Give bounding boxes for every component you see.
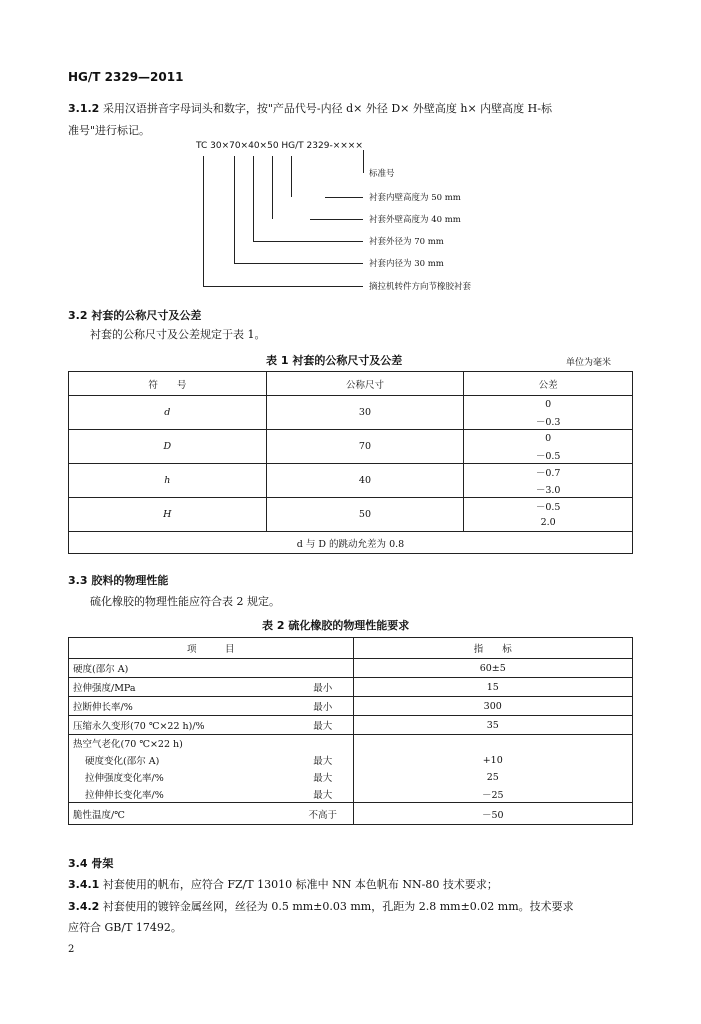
clause-number: 3.4.1 bbox=[68, 878, 100, 891]
cell-symbol: d bbox=[69, 396, 267, 430]
table1-unit: 单位为毫米 bbox=[566, 358, 612, 368]
section-3-2-text: 衬套的公称尺寸及公差规定于表 1。 bbox=[90, 328, 266, 341]
cell-qualifier: 最大 bbox=[293, 752, 353, 769]
clause-3-1-2 bbox=[68, 100, 552, 116]
cell-tol-lower: 2.0 bbox=[464, 515, 633, 532]
page-number: 2 bbox=[68, 944, 75, 955]
cell-value bbox=[353, 735, 633, 752]
cell-qualifier: 不高于 bbox=[293, 803, 353, 825]
th-value: 指 标 bbox=[353, 638, 633, 659]
cell-size: 30 bbox=[266, 396, 464, 430]
cell-item: 热空气老化(70 ℃×22 h) bbox=[69, 735, 294, 752]
cell-item: 拉伸强度/MPa bbox=[69, 678, 294, 697]
table-row bbox=[69, 464, 633, 481]
clause-text: 衬套使用的帆布，应符合 FZ/T 13010 标准中 NN 本色帆布 NN-80 技术要求； bbox=[102, 878, 498, 891]
cell-qualifier: 最小 bbox=[293, 697, 353, 716]
marking-code: TC 30×70×40×50 HG/T 2329-×××× bbox=[196, 141, 363, 151]
cell-value: 25 bbox=[353, 769, 633, 786]
table1-caption: 表 1 衬套的公称尺寸及公差 bbox=[266, 354, 403, 367]
clause-text-line1: 衬套使用的镀锌金属丝网，丝径为 0.5 mm±0.03 mm，孔距为 2.8 mm±0.02 mm。技术要求 bbox=[102, 900, 574, 913]
cell-value: 300 bbox=[353, 697, 633, 716]
th-tolerance: 公差 bbox=[464, 372, 633, 396]
standard-number: HG/T 2329—2011 bbox=[68, 70, 184, 84]
clause-number: 3.1.2 bbox=[68, 102, 100, 115]
clause-3-4-2-line2: 应符合 GB/T 17492。 bbox=[68, 921, 182, 934]
label-product-name: 摘拉机转件方向节橡胶衬套 bbox=[369, 282, 472, 292]
th-nominal-size: 公称尺寸 bbox=[266, 372, 464, 396]
cell-size: 40 bbox=[266, 464, 464, 498]
table2 bbox=[68, 637, 633, 825]
label-outer-height: 衬套外壁高度为 40 mm bbox=[369, 215, 461, 225]
cell-tol-upper: 0 bbox=[464, 396, 633, 413]
cell-value: －50 bbox=[353, 803, 633, 825]
table-header-row bbox=[69, 372, 633, 396]
cell-tol-upper: 0 bbox=[464, 430, 633, 447]
leader-outer-height bbox=[272, 156, 273, 219]
label-inner-diameter: 衬套内径为 30 mm bbox=[369, 259, 444, 269]
cell-item: 硬度变化(邵尔 A) bbox=[69, 752, 294, 769]
cell-item: 拉伸强度变化率/% bbox=[69, 769, 294, 786]
cell-qualifier: 最大 bbox=[293, 786, 353, 803]
th-item: 项 目 bbox=[69, 638, 354, 659]
table-row bbox=[69, 786, 633, 803]
table-row bbox=[69, 659, 633, 678]
cell-qualifier: 最大 bbox=[293, 716, 353, 735]
table-row bbox=[69, 396, 633, 413]
section-3-3-text: 硫化橡胶的物理性能应符合表 2 规定。 bbox=[90, 595, 280, 608]
clause-number: 3.4.2 bbox=[68, 900, 100, 913]
table1-note: d 与 D 的跳动允差为 0.8 bbox=[69, 532, 633, 554]
cell-symbol: h bbox=[69, 464, 267, 498]
cell-tol-upper: －0.5 bbox=[464, 498, 633, 515]
clause-text-line1: 采用汉语拼音字母词头和数字，按"产品代号-内径 d× 外径 D× 外壁高度 h× 内壁高度 H-标 bbox=[102, 102, 552, 115]
cell-value: 60±5 bbox=[353, 659, 633, 678]
section-3-3-title: 3.3 胶料的物理性能 bbox=[68, 574, 169, 587]
th-symbol: 符 号 bbox=[69, 372, 267, 396]
leader-inner-height bbox=[291, 156, 292, 197]
cell-item: 硬度(邵尔 A) bbox=[69, 659, 294, 678]
table2-caption: 表 2 硫化橡胶的物理性能要求 bbox=[262, 619, 410, 632]
leader-inner-diameter bbox=[234, 156, 235, 263]
leader-product-code bbox=[203, 156, 204, 286]
cell-qualifier bbox=[293, 735, 353, 752]
label-outer-diameter: 衬套外径为 70 mm bbox=[369, 237, 444, 247]
table1 bbox=[68, 371, 633, 554]
cell-tol-lower: －3.0 bbox=[464, 481, 633, 498]
cell-tol-lower: －0.3 bbox=[464, 413, 633, 430]
label-standard-no: 标准号 bbox=[369, 169, 395, 179]
cell-tol-upper: －0.7 bbox=[464, 464, 633, 481]
leader-outer-diameter bbox=[253, 156, 254, 241]
cell-symbol: D bbox=[69, 430, 267, 464]
cell-item: 脆性温度/℃ bbox=[69, 803, 294, 825]
table-row bbox=[69, 430, 633, 447]
cell-item: 拉断伸长率/% bbox=[69, 697, 294, 716]
clause-3-4-2 bbox=[68, 898, 574, 914]
cell-value: 15 bbox=[353, 678, 633, 697]
table-row bbox=[69, 803, 633, 825]
table-row bbox=[69, 678, 633, 697]
cell-qualifier bbox=[293, 659, 353, 678]
cell-item: 压缩永久变形(70 ℃×22 h)/% bbox=[69, 716, 294, 735]
cell-value: +10 bbox=[353, 752, 633, 769]
cell-size: 70 bbox=[266, 430, 464, 464]
table-row bbox=[69, 752, 633, 769]
section-3-2-title: 3.2 衬套的公称尺寸及公差 bbox=[68, 309, 202, 322]
clause-text-line2: 准号"进行标记。 bbox=[68, 124, 151, 137]
table-row bbox=[69, 697, 633, 716]
table-row bbox=[69, 716, 633, 735]
cell-item: 拉伸伸长变化率/% bbox=[69, 786, 294, 803]
clause-3-4-1 bbox=[68, 876, 498, 892]
table-row bbox=[69, 769, 633, 786]
cell-qualifier: 最小 bbox=[293, 678, 353, 697]
cell-value: 35 bbox=[353, 716, 633, 735]
leader-standard bbox=[363, 150, 364, 173]
cell-qualifier: 最大 bbox=[293, 769, 353, 786]
table-row bbox=[69, 498, 633, 515]
cell-size: 50 bbox=[266, 498, 464, 532]
table-note-row bbox=[69, 532, 633, 554]
table-header-row bbox=[69, 638, 633, 659]
table-row bbox=[69, 735, 633, 752]
label-inner-height: 衬套内壁高度为 50 mm bbox=[369, 193, 461, 203]
cell-value: －25 bbox=[353, 786, 633, 803]
cell-tol-lower: －0.5 bbox=[464, 447, 633, 464]
cell-symbol: H bbox=[69, 498, 267, 532]
section-3-4-title: 3.4 骨架 bbox=[68, 857, 114, 870]
